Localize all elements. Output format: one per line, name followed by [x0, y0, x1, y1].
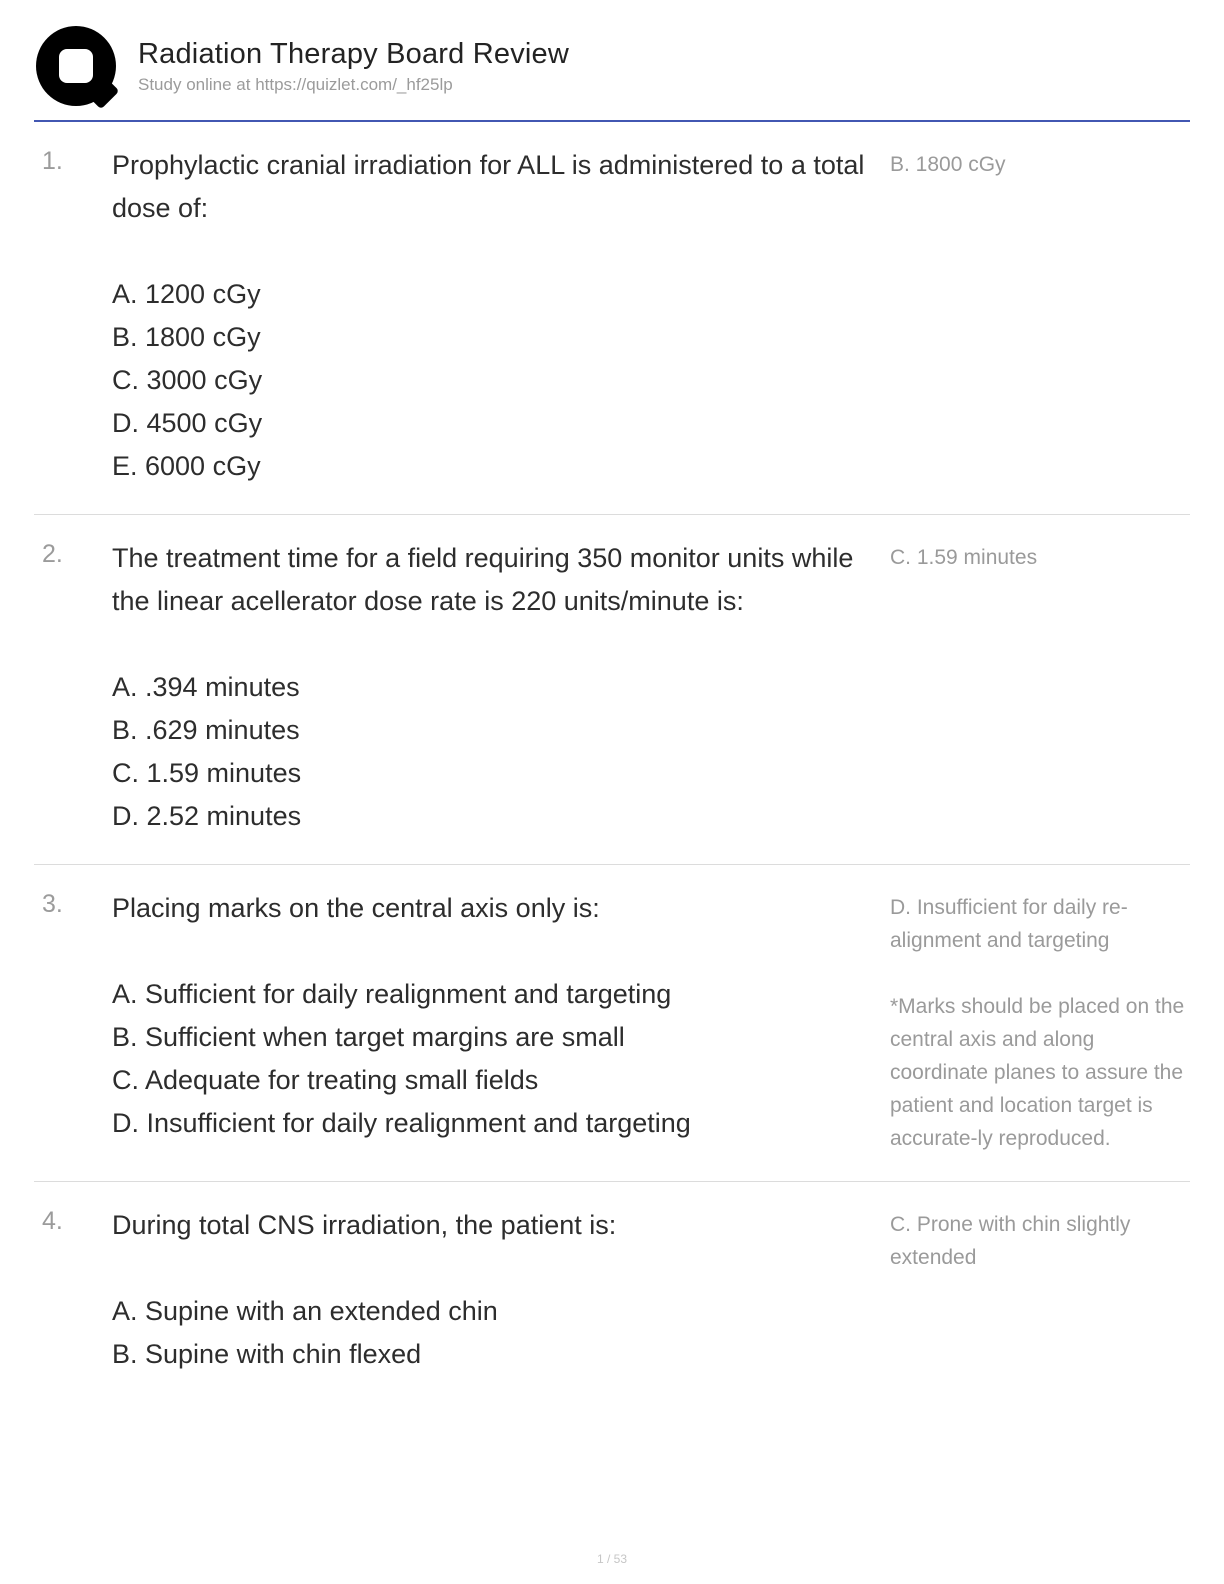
question-number: 2. — [42, 540, 63, 568]
answer-text: C. 1.59 minutes — [890, 546, 1038, 569]
answer-text: D. Insufficient for daily re-alignment and targeting — [890, 896, 1128, 952]
page-number: 1 / 53 — [596, 1552, 628, 1566]
answer-note: *Marks should be placed on the central axis and along coordinate planes to assure the patient and location target is accurate-ly reproduced. — [890, 995, 1185, 1150]
options-list — [112, 1290, 866, 1376]
option-e: E. 6000 cGy — [112, 451, 261, 481]
study-online-link[interactable]: Study online at https://quizlet.com/_hf25lp — [138, 74, 453, 94]
option-d: D. 2.52 minutes — [112, 801, 302, 831]
option-a: A. Sufficient for daily realignment and targeting — [112, 979, 672, 1009]
option-c: C. Adequate for treating small fields — [112, 1065, 539, 1095]
question-text: Prophylactic cranial irradiation for ALL is administered to a total dose of: — [112, 150, 865, 223]
question-number: 4. — [42, 1207, 63, 1235]
question-2 — [34, 515, 1190, 865]
question-number: 3. — [42, 890, 63, 918]
option-b: B. Supine with chin flexed — [112, 1339, 422, 1369]
options-list — [112, 273, 866, 488]
option-a: A. .394 minutes — [112, 672, 300, 702]
page-title: Radiation Therapy Board Review — [138, 37, 570, 70]
option-b: B. .629 minutes — [112, 715, 300, 745]
option-a: A. 1200 cGy — [112, 279, 261, 309]
option-b: B. 1800 cGy — [112, 322, 261, 352]
quizlet-logo-icon — [36, 26, 116, 106]
option-d: D. 4500 cGy — [112, 408, 263, 438]
answer-text: B. 1800 cGy — [890, 153, 1006, 176]
option-d: D. Insufficient for daily realignment and targeting — [112, 1108, 691, 1138]
options-list — [112, 666, 866, 838]
option-c: C. 3000 cGy — [112, 365, 263, 395]
option-a: A. Supine with an extended chin — [112, 1296, 498, 1326]
options-list — [112, 973, 866, 1145]
header — [34, 0, 1190, 120]
question-3 — [34, 865, 1190, 1182]
question-text: During total CNS irradiation, the patient is: — [112, 1210, 617, 1240]
question-text: The treatment time for a field requiring 350 monitor units while the linear acellerator dose rate is 220 units/minute is: — [112, 543, 854, 616]
question-1 — [34, 122, 1190, 515]
option-b: B. Sufficient when target margins are small — [112, 1022, 625, 1052]
question-4 — [34, 1182, 1190, 1402]
option-c: C. 1.59 minutes — [112, 758, 302, 788]
question-number: 1. — [42, 147, 63, 175]
answer-text: C. Prone with chin slightly extended — [890, 1213, 1131, 1269]
question-text: Placing marks on the central axis only is: — [112, 893, 600, 923]
